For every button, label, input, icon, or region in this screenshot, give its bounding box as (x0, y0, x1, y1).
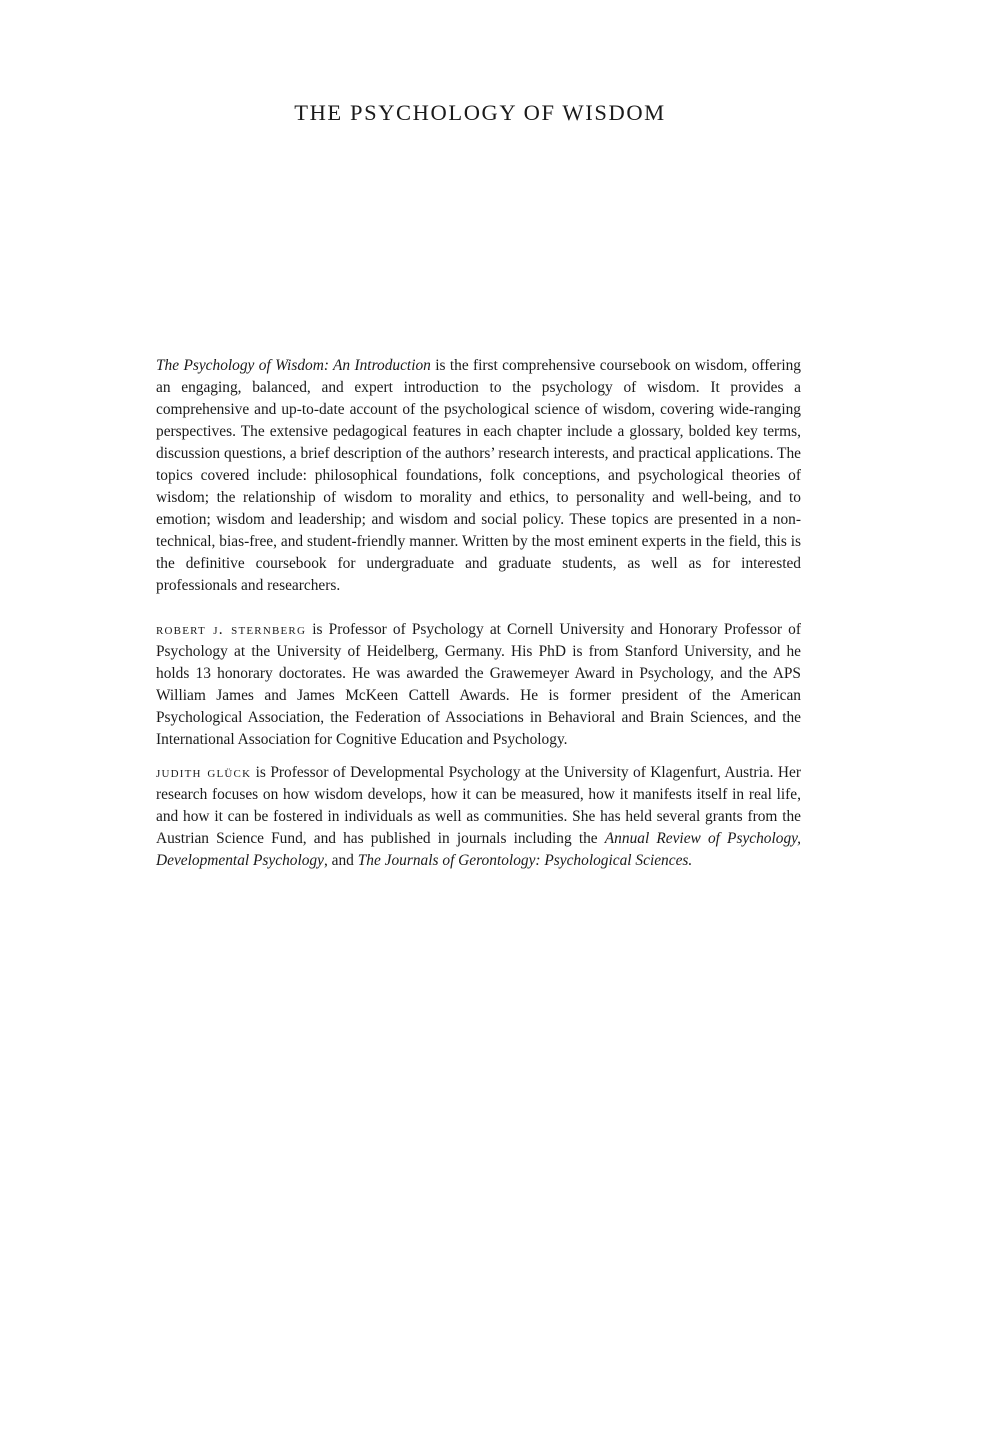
book-title-italic: The Psychology of Wisdom: An Introduction (156, 357, 431, 374)
author-bio-gluck (156, 762, 801, 872)
body-text (156, 355, 801, 872)
journal-last-italic: The Journals of Gerontology: Psychological Sciences. (357, 852, 693, 869)
author-name-sternberg: robert j. sternberg (156, 621, 307, 638)
author-bio-sternberg (156, 619, 801, 751)
journals-italic: Annual Review of Psychology, Developmental Psychology (156, 830, 801, 869)
description-text: is the first comprehensive coursebook on wisdom, offering an engaging, balanced, and expert introduction to the psychology of wisdom. It provides a comprehensive and up-to-date account of the psychological science of wisdom, covering wide-ranging perspectives. The extensive pedagogical features in each chapter include a glossary, bolded key terms, discussion questions, a brief description of the authors’ research interests, and practical applications. The topics covered include: philosophical foundations, folk conceptions, and psychological theories of wisdom; the relationship of wisdom to morality and ethics, to personality and well-being, and to emotion; wisdom and leadership; and wisdom and social policy. These topics are presented in a non-technical, bias-free, and student-friendly manner. Written by the most eminent experts in the field, this is the definitive coursebook for undergraduate and graduate students, as well as for interested professionals and researchers. (156, 357, 802, 594)
journals-joiner: , and (323, 852, 358, 869)
book-description (156, 355, 801, 597)
author-bio-text-sternberg: is Professor of Psychology at Cornell University and Honorary Professor of Psychology at the University of Heidelberg, Germany. His PhD is from Stanford University, and he holds 13 honorary doctorates. He was awarded the Grawemeyer Award in Psychology, and the APS William James and James McKeen Cattell Awards. He is former president of the American Psychological Association, the Federation of Associations in Behavioral and Brain Sciences, and the International Association for Cognitive Education and Psychology. (156, 621, 802, 748)
author-bio-text-gluck: is Professor of Developmental Psychology at the University of Klagenfurt, Austria. Her research focuses on how wisdom develops, how it can be measured, how it manifests itself in real life, and how it can be fostered in individuals as well as communities. She has held several grants from the Austrian Science Fund, and has published in journals including the (156, 764, 801, 847)
page-title: THE PSYCHOLOGY OF WISDOM (294, 100, 666, 125)
author-name-gluck: judith glück (156, 764, 252, 781)
